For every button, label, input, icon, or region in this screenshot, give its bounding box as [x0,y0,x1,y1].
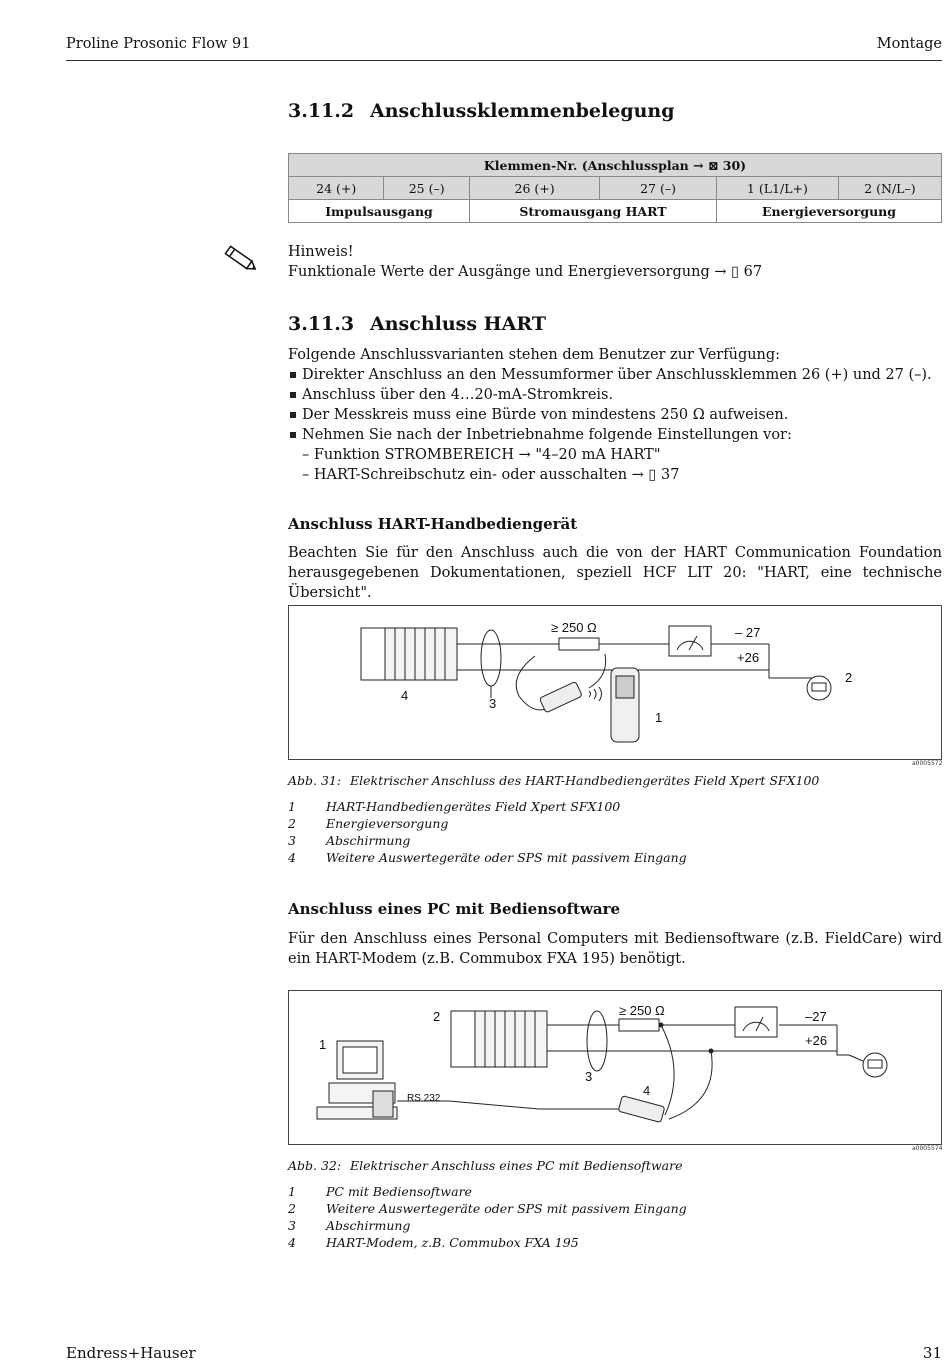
pencil-note-icon [220,242,260,276]
terminal-cell: 25 (–) [384,177,470,200]
legend-item: 2 Energieversorgung [288,816,449,831]
page-number: 31 [922,1344,942,1362]
figure-32-box [288,990,942,1145]
figure-31-diagram [289,606,941,759]
figure-31-legend [288,798,687,866]
legend-item: 3 Abschirmung [288,1218,411,1233]
legend-item: 1 HART-Handbediengerätes Field Xpert SFX100 [288,799,621,814]
figure-31-label-2: 2 [845,670,853,685]
section-heading-3-11-3: 3.11.3 Anschluss HART [288,313,546,335]
figure-31-minus-label: – 27 [735,625,761,640]
figure-32-label-3: 3 [585,1069,593,1084]
terminal-cell: 26 (+) [469,177,599,200]
figure-31-plus-label: +26 [737,650,760,665]
handheld-heading: Anschluss HART-Handbediengerät [288,515,578,533]
figure-32-label-2: 2 [433,1009,441,1024]
terminal-cell: 2 (N/L–) [838,177,941,200]
terminal-cell: 1 (L1/L+) [716,177,838,200]
legend-item: 4 HART-Modem, z.B. Commubox FXA 195 [288,1235,579,1250]
handheld-text: Beachten Sie für den Anschluss auch die von der HART Communication Foundation herausgegebenen Dokumentationen, speziell HCF LIT 20: "HART, eine technische Übersicht". [288,545,942,601]
figure-31-label-4: 4 [401,688,409,703]
figure-32-code: a0005574 [912,1145,943,1152]
note-title: Hinweis! [288,244,354,260]
list-item: Der Messkreis muss eine Bürde von mindestens 250 Ω aufweisen. [288,405,938,425]
terminal-cell: 24 (+) [289,177,384,200]
list-item: Direkter Anschluss an den Messumformer über Anschlussklemmen 26 (+) und 27 (–). [288,365,938,385]
figure-31-caption: Abb. 31: Elektrischer Anschluss des HART-Handbediengerätes Field Xpert SFX100 [288,773,820,788]
hart-intro: Folgende Anschlussvarianten stehen dem Benutzer zur Verfügung: [288,347,781,363]
terminal-table-title: Klemmen-Nr. (Anschlussplan → ⊠ 30) [289,154,942,177]
figure-32-legend [288,1183,687,1251]
pc-heading: Anschluss eines PC mit Bediensoftware [288,900,621,918]
terminal-group-cell: Impulsausgang [289,200,470,223]
legend-item: 1 PC mit Bediensoftware [288,1184,472,1199]
figure-31-resistor-label: ≥ 250 Ω [551,620,597,635]
list-item: Anschluss über den 4…20-mA-Stromkreis. [288,385,938,405]
header-product: Proline Prosonic Flow 91 [66,36,251,52]
figure-31-code: a0005572 [912,760,943,767]
section-heading-3-11-2: 3.11.2 Anschlussklemmenbelegung [288,100,675,122]
terminal-cell: 27 (–) [600,177,717,200]
figure-32-label-1: 1 [319,1037,327,1052]
pc-text: Für den Anschluss eines Personal Computers mit Bediensoftware (z.B. FieldCare) wird ein HART-Modem (z.B. Commubox FXA 195) benötigt. [288,931,942,967]
list-subitem: – Funktion STROMBEREICH → "4–20 mA HART" [302,447,661,463]
footer-company: Endress+Hauser [66,1344,196,1362]
legend-item: 2 Weitere Auswertegeräte oder SPS mit passivem Eingang [288,1201,687,1216]
figure-32-label-4: 4 [643,1083,651,1098]
list-item: Nehmen Sie nach der Inbetriebnahme folgende Einstellungen vor: [288,425,938,445]
header-chapter: Montage [876,36,942,52]
figure-32-caption: Abb. 32: Elektrischer Anschluss eines PC mit Bediensoftware [288,1158,683,1173]
page-header [66,36,942,61]
terminal-group-cell: Stromausgang HART [469,200,716,223]
figure-31-label-1: 1 [655,710,663,725]
figure-32-resistor-label: ≥ 250 Ω [619,1003,665,1018]
terminal-table [288,153,942,223]
list-subitem: – HART-Schreibschutz ein- oder ausschalten → ▯ 37 [302,467,680,483]
terminal-group-cell: Energieversorgung [716,200,941,223]
figure-32-plus-label: +26 [805,1033,828,1048]
figure-31-box [288,605,942,760]
figure-31-label-3: 3 [489,696,497,711]
hart-options [288,345,938,485]
legend-item: 3 Abschirmung [288,833,411,848]
legend-item: 4 Weitere Auswertegeräte oder SPS mit passivem Eingang [288,850,687,865]
note-text: Funktionale Werte der Ausgänge und Energieversorgung → ▯ 67 [288,264,763,280]
hart-bullet-list [288,365,938,485]
figure-32-rs232-label: RS 232 [407,1093,441,1104]
figure-32-minus-label: –27 [805,1009,827,1024]
figure-32-diagram [289,991,941,1144]
